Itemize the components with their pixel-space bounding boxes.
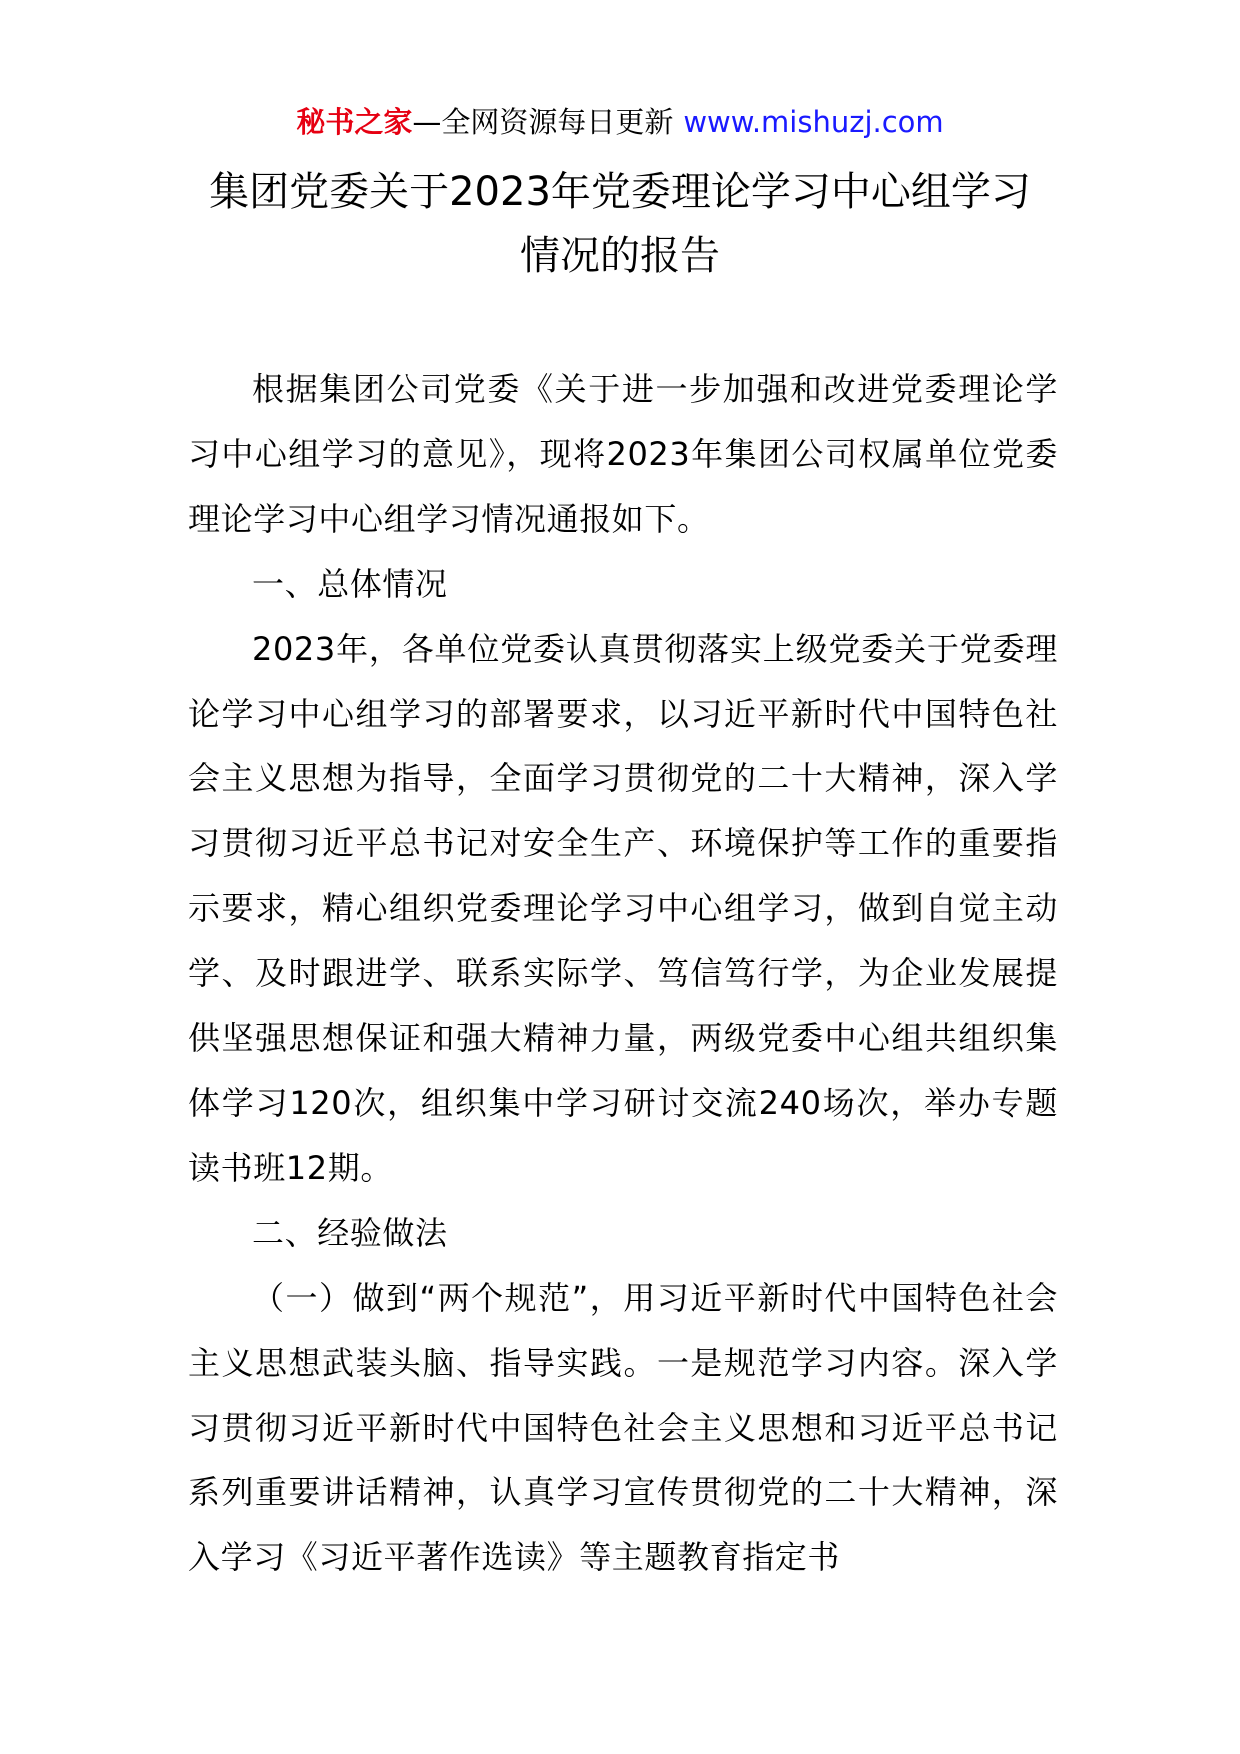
site-url-link[interactable]: www.mishuzj.com <box>683 105 944 139</box>
header-banner <box>0 100 1240 144</box>
intro-paragraph: 根据集团公司党委《关于进一步加强和改进党委理论学习中心组学习的意见》，现将2023年集团公司权属单位党委理论学习中心组学习情况通报如下。 <box>188 370 1058 538</box>
experience-paragraph: （一）做到“两个规范”，用习近平新时代中国特色社会主义思想武装头脑、指导实践。一是规范学习内容。深入学习贯彻习近平新时代中国特色社会主义思想和习近平总书记系列重要讲话精神，认真学习宣传贯彻党的二十大精神，深入学习《习近平著作选读》等主题教育指定书 <box>188 1278 1058 1577</box>
section-heading-overview: 一、总体情况 <box>252 564 448 603</box>
section-heading-experience: 二、经验做法 <box>252 1213 448 1252</box>
banner-tagline: —全网资源每日更新 <box>412 105 674 139</box>
title-line-1: 集团党委关于2023年党委理论学习中心组学习 <box>209 169 1031 215</box>
overview-paragraph: 2023年，各单位党委认真贯彻落实上级党委关于党委理论学习中心组学习的部署要求，以习近平新时代中国特色社会主义思想为指导，全面学习贯彻党的二十大精神，深入学习贯彻习近平总书记对安全生产、环境保护等工作的重要指示要求，精心组织党委理论学习中心组学习，做到自觉主动学、及时跟进学、联系实际学、笃信笃行学，为企业发展提供坚强思想保证和强大精神力量，两级党委中心组共组织集体学习120次，组织集中学习研讨交流240场次，举办专题读书班12期。 <box>188 629 1058 1187</box>
title-line-2: 情况的报告 <box>520 233 720 279</box>
document-title <box>160 160 1080 288</box>
brand-name: 秘书之家 <box>296 105 413 139</box>
document-body <box>188 357 1058 1590</box>
